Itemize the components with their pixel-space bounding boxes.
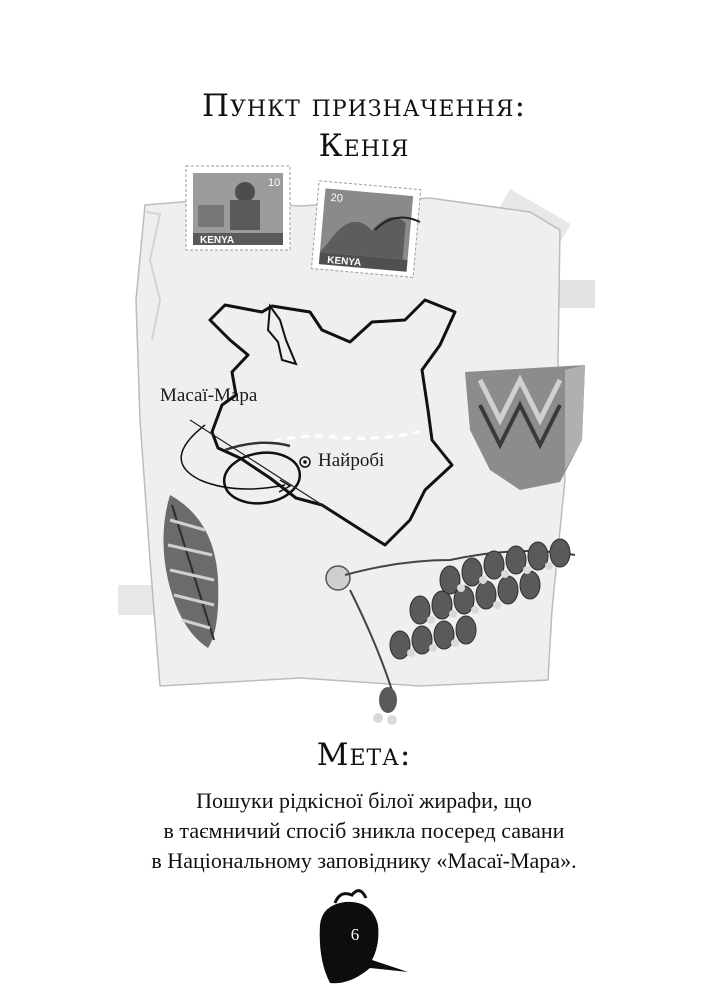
postage-stamp-2: [311, 181, 420, 278]
title-line-2: Кенія: [318, 128, 410, 164]
title-line-1: Пункт призначення:: [201, 88, 527, 124]
stamp-2-value: 20: [330, 191, 344, 205]
goal-line-3: в Національному заповіднику «Масаї-Мара».: [151, 848, 577, 873]
nairobi-label: Найробі: [318, 450, 385, 471]
goal-heading: Мета:: [316, 737, 412, 773]
stamp-1-value: 10: [268, 177, 281, 189]
stamp-1-country: KENYA: [200, 235, 235, 246]
masai-mara-label: Масаї-Мара: [160, 385, 258, 406]
postage-stamp-1: [186, 166, 290, 250]
stamp-2-country: KENYA: [326, 254, 362, 269]
page-number: 6: [350, 925, 360, 944]
goal-description: [0, 786, 728, 876]
goal-line-2: в таємничий спосіб зникла посеред савани: [163, 818, 565, 843]
goal-line-1: Пошуки рідкісної білої жирафи, що: [196, 788, 532, 813]
